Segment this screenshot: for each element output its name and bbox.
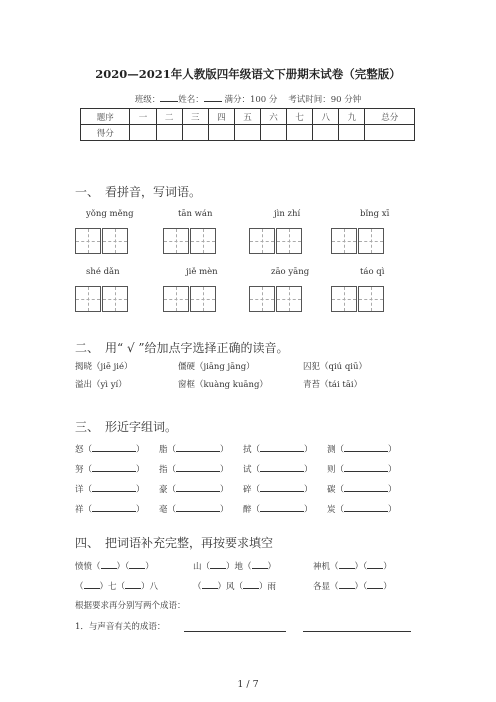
score-cell[interactable]	[339, 125, 365, 141]
score-cell[interactable]	[182, 125, 208, 141]
word-item[interactable]: 拭（ ）	[243, 442, 313, 455]
writing-box[interactable]	[102, 228, 128, 254]
writing-box[interactable]	[276, 228, 302, 254]
character: 豪	[159, 485, 168, 495]
word-item[interactable]: 怒（ ）	[75, 442, 145, 455]
class-blank[interactable]	[160, 92, 178, 102]
character: 测	[327, 445, 336, 455]
pinyin-label: táo qì	[360, 267, 385, 277]
character: 祥	[75, 505, 84, 515]
character: 碎	[243, 485, 252, 495]
character: 详	[75, 485, 84, 495]
writing-box[interactable]	[190, 286, 216, 312]
reading-item[interactable]: 青苔（tái tāi）	[303, 380, 363, 390]
writing-box[interactable]	[331, 228, 357, 254]
word-item[interactable]: 试（ ）	[243, 462, 313, 475]
character: 怒	[75, 445, 84, 455]
writing-box[interactable]	[276, 286, 302, 312]
character: 脂	[159, 445, 168, 455]
pinyin-label: yǒng měng	[86, 209, 134, 219]
score-header-cell: 题序	[81, 109, 130, 125]
answer-line[interactable]	[184, 631, 286, 632]
section-4-title: 四、 把词语补充完整，再按要求填空	[75, 536, 274, 550]
word-item[interactable]: 碳（ ）	[327, 482, 397, 495]
page-number: 1 / 7	[237, 679, 259, 690]
character: 则	[327, 465, 336, 475]
word-item[interactable]: 豪（ ）	[159, 482, 229, 495]
pinyin-label: tān wán	[178, 209, 213, 219]
score-header-cell: 六	[261, 109, 287, 125]
reading-item[interactable]: 揭晓（jiē jié）	[75, 362, 133, 372]
reading-item[interactable]: 窗框（kuàng kuāng）	[178, 380, 268, 390]
score-cell[interactable]	[130, 125, 156, 141]
idiom-fill-f[interactable]: 各显（ ）（ ）	[313, 579, 392, 592]
character: 努	[75, 465, 84, 475]
character: 试	[243, 465, 252, 475]
full-score: 满分：100 分	[224, 95, 278, 105]
word-item[interactable]: 则（ ）	[327, 462, 397, 475]
word-item[interactable]: 指（ ）	[159, 462, 229, 475]
exam-time: 考试时间：90 分钟	[288, 95, 362, 105]
question-1-label: 1．与声音有关的成语：	[75, 622, 166, 632]
writing-box[interactable]	[102, 286, 128, 312]
score-row	[81, 125, 415, 141]
pinyin-label: jìn zhí	[274, 209, 301, 219]
pinyin-label: bǐng xī	[360, 209, 390, 219]
character: 碳	[327, 485, 336, 495]
writing-box[interactable]	[249, 228, 275, 254]
section-1-title: 一、 看拼音，写词语。	[75, 185, 202, 199]
exam-info	[0, 92, 496, 105]
score-cell[interactable]	[313, 125, 339, 141]
score-header-cell: 四	[208, 109, 234, 125]
pinyin-label: zāo yāng	[271, 267, 310, 277]
word-item[interactable]: 碎（ ）	[243, 482, 313, 495]
idiom-fill-a[interactable]: 愤愤（ ）（ ）	[75, 559, 154, 572]
word-item[interactable]: 祥（ ）	[75, 502, 145, 515]
character: 拭	[243, 445, 252, 455]
character: 指	[159, 465, 168, 475]
score-table	[80, 108, 415, 141]
section-2-title: 二、 用“ √ ”给加点字选择正确的读音。	[75, 341, 289, 355]
class-label: 班级：	[134, 95, 161, 105]
section-3-title: 三、 形近字组词。	[75, 420, 178, 434]
score-cell[interactable]	[365, 125, 415, 141]
score-cell[interactable]	[234, 125, 260, 141]
word-item[interactable]: 详（ ）	[75, 482, 145, 495]
reading-item[interactable]: 僵硬（jiāng jāng）	[178, 362, 255, 372]
idiom-fill-c[interactable]: 神机（ ）（ ）	[313, 559, 392, 572]
answer-line[interactable]	[303, 631, 411, 632]
word-item[interactable]: 脂（ ）	[159, 442, 229, 455]
idiom-fill-e[interactable]: （ ）风（ ）雨	[193, 579, 276, 592]
score-row-label: 得分	[81, 125, 130, 141]
instruction-text: 根据要求再分别写两个成语：	[75, 601, 186, 611]
pinyin-label: jiě mèn	[186, 267, 218, 277]
name-label: 姓名：	[178, 95, 204, 105]
score-header-cell: 九	[339, 109, 365, 125]
writing-box[interactable]	[163, 228, 189, 254]
score-header-cell: 八	[313, 109, 339, 125]
score-header-row	[81, 109, 415, 125]
document-title: 2020—2021年人教版四年级语文下册期末试卷（完整版）	[95, 67, 401, 81]
score-cell[interactable]	[208, 125, 234, 141]
writing-box[interactable]	[75, 286, 101, 312]
word-item[interactable]: 醉（ ）	[243, 502, 313, 515]
score-cell[interactable]	[261, 125, 287, 141]
score-header-cell: 五	[234, 109, 260, 125]
character: 毫	[159, 505, 168, 515]
writing-box[interactable]	[249, 286, 275, 312]
word-item[interactable]: 毫（ ）	[159, 502, 229, 515]
word-item[interactable]: 努（ ）	[75, 462, 145, 475]
writing-box[interactable]	[75, 228, 101, 254]
score-header-cell: 二	[156, 109, 182, 125]
writing-box[interactable]	[190, 228, 216, 254]
word-item[interactable]: 测（ ）	[327, 442, 397, 455]
name-blank[interactable]	[204, 92, 222, 102]
score-header-cell: 七	[287, 109, 313, 125]
character: 醉	[243, 505, 252, 515]
idiom-fill-d[interactable]: （ ）七（ ）八	[75, 579, 158, 592]
idiom-fill-b[interactable]: 山（ ）地（ ）	[193, 559, 276, 572]
pinyin-label: shé dǎn	[86, 267, 120, 277]
word-item[interactable]: 炭（ ）	[327, 502, 397, 515]
writing-box[interactable]	[358, 228, 384, 254]
writing-box[interactable]	[358, 286, 384, 312]
character: 炭	[327, 505, 336, 515]
score-cell[interactable]	[287, 125, 313, 141]
score-header-cell: 三	[182, 109, 208, 125]
score-header-cell: 总分	[365, 109, 415, 125]
reading-item[interactable]: 囚犯（qiú qiū）	[303, 362, 367, 372]
score-cell[interactable]	[156, 125, 182, 141]
writing-box[interactable]	[163, 286, 189, 312]
reading-item[interactable]: 溢出（yì yí）	[75, 380, 127, 390]
score-header-cell: 一	[130, 109, 156, 125]
writing-box[interactable]	[331, 286, 357, 312]
